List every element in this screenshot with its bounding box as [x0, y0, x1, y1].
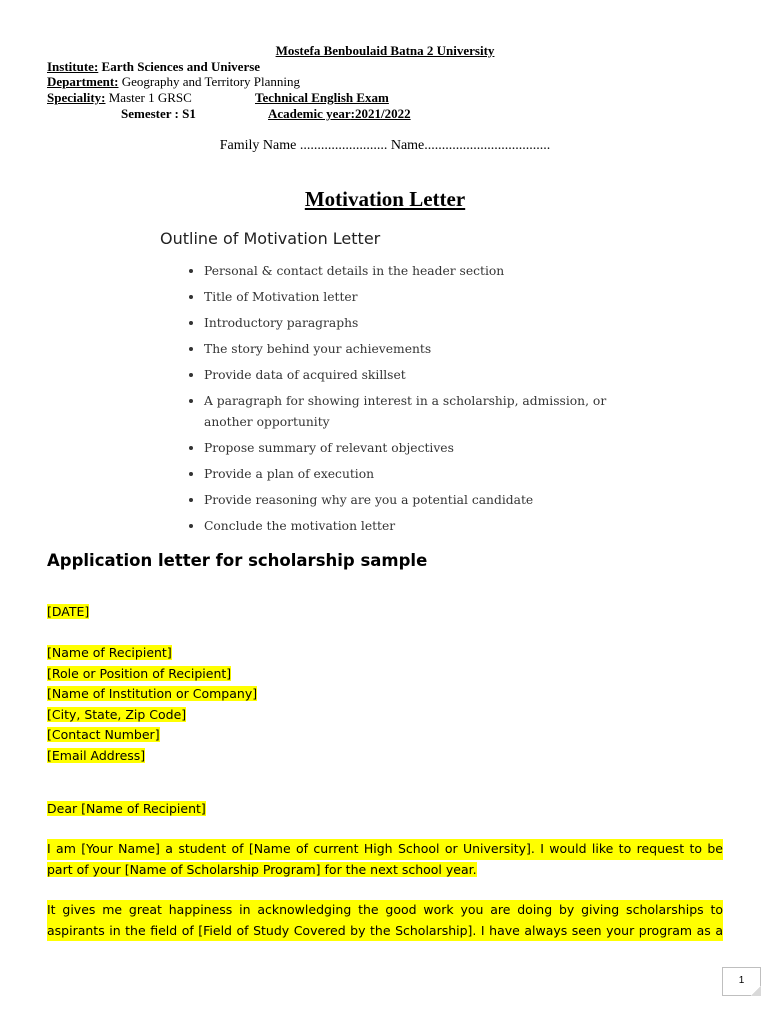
- recipient-name: [Name of Recipient]: [47, 645, 172, 660]
- list-item-text: Provide reasoning why are you a potential candidate: [204, 493, 534, 507]
- bullet-icon: [189, 373, 193, 377]
- bullet-icon: [189, 269, 193, 273]
- recipient-contact: [Contact Number]: [47, 727, 160, 742]
- page-corner-fold-icon: [751, 986, 761, 996]
- list-item: [185, 313, 645, 334]
- recipient-email: [Email Address]: [47, 747, 146, 763]
- department-label: Department:: [47, 74, 119, 89]
- name-fields-line: Family Name ......................... Name....................................: [219, 138, 551, 153]
- recipient-institution: [Name of Institution or Company]: [47, 686, 258, 701]
- list-item-text: Introductory paragraphs: [204, 316, 359, 330]
- institute-line: [47, 59, 260, 74]
- paragraph-line: aspirants in the field of [Field of Study Covered by the Scholarship]. I have always seen your program as a: [47, 921, 723, 942]
- list-item-text: Personal & contact details in the header section: [204, 264, 505, 278]
- recipient-line: [47, 725, 257, 746]
- semester: Semester : S1: [121, 106, 196, 121]
- speciality-line: [47, 90, 192, 105]
- salutation: [47, 799, 206, 820]
- list-item: [185, 438, 645, 459]
- list-item: [185, 339, 645, 360]
- date-text: [DATE]: [47, 604, 90, 619]
- recipient-line: [47, 684, 257, 705]
- outline-list: [185, 261, 645, 542]
- university-name: Mostefa Benboulaid Batna 2 University: [275, 43, 495, 58]
- list-item: [185, 464, 645, 485]
- recipient-role: [Role or Position of Recipient]: [47, 665, 232, 681]
- recipient-line: [47, 705, 257, 726]
- institute-label: Institute:: [47, 59, 99, 74]
- paragraph-line: I am [Your Name] a student of [Name of current High School or University]. I would like to request to be: [47, 839, 723, 860]
- paragraph-line: part of your [Name of Scholarship Program] for the next school year.: [47, 861, 477, 877]
- list-item: [185, 391, 645, 433]
- bullet-icon: [189, 321, 193, 325]
- paragraph-1: [47, 839, 723, 880]
- list-item: [185, 516, 645, 537]
- list-item-text: Conclude the motivation letter: [204, 519, 396, 533]
- recipient-block: [47, 643, 257, 766]
- recipient-city: [City, State, Zip Code]: [47, 706, 187, 722]
- list-item: [185, 261, 645, 282]
- outline-heading: Outline of Motivation Letter: [160, 229, 381, 248]
- recipient-line: [47, 643, 257, 664]
- bullet-icon: [189, 399, 193, 403]
- bullet-icon: [189, 498, 193, 502]
- list-item-text: Propose summary of relevant objectives: [204, 441, 454, 455]
- paragraph-2: [47, 900, 723, 941]
- bullet-icon: [189, 347, 193, 351]
- academic-year-value: :2021/2022: [350, 106, 411, 121]
- bullet-icon: [189, 472, 193, 476]
- exam-title: Technical English Exam: [255, 90, 389, 105]
- academic-year: [268, 106, 411, 121]
- list-item: [185, 287, 645, 308]
- list-item-text: A paragraph for showing interest in a scholarship, admission, or another opportunity: [204, 394, 607, 429]
- academic-year-label: Academic year: [268, 106, 351, 121]
- institute-value: Earth Sciences and Universe: [98, 59, 261, 74]
- bullet-icon: [189, 446, 193, 450]
- recipient-line: [47, 746, 257, 767]
- list-item-text: Title of Motivation letter: [204, 290, 358, 304]
- paragraph-line: It gives me great happiness in acknowledging the good work you are doing by giving scholarships to: [47, 900, 723, 921]
- page-number-box: [722, 967, 761, 996]
- list-item-text: Provide data of acquired skillset: [204, 368, 406, 382]
- list-item: [185, 365, 645, 386]
- page-number: 1: [738, 975, 745, 986]
- department-value: Geography and Territory Planning: [118, 74, 301, 89]
- date-placeholder: [47, 602, 89, 623]
- department-line: [47, 74, 300, 89]
- speciality-label: Speciality:: [47, 90, 106, 105]
- page-title: Motivation Letter: [304, 187, 466, 211]
- bullet-icon: [189, 524, 193, 528]
- speciality-value: Master 1 GRSC: [105, 90, 192, 105]
- salutation-text: Dear [Name of Recipient]: [47, 801, 206, 816]
- paragraph-line-wrap: [47, 860, 723, 881]
- list-item: [185, 490, 645, 511]
- recipient-line: [47, 664, 257, 685]
- list-item-text: Provide a plan of execution: [204, 467, 375, 481]
- sample-heading: Application letter for scholarship sample: [47, 551, 428, 570]
- bullet-icon: [189, 295, 193, 299]
- list-item-text: The story behind your achievements: [204, 342, 432, 356]
